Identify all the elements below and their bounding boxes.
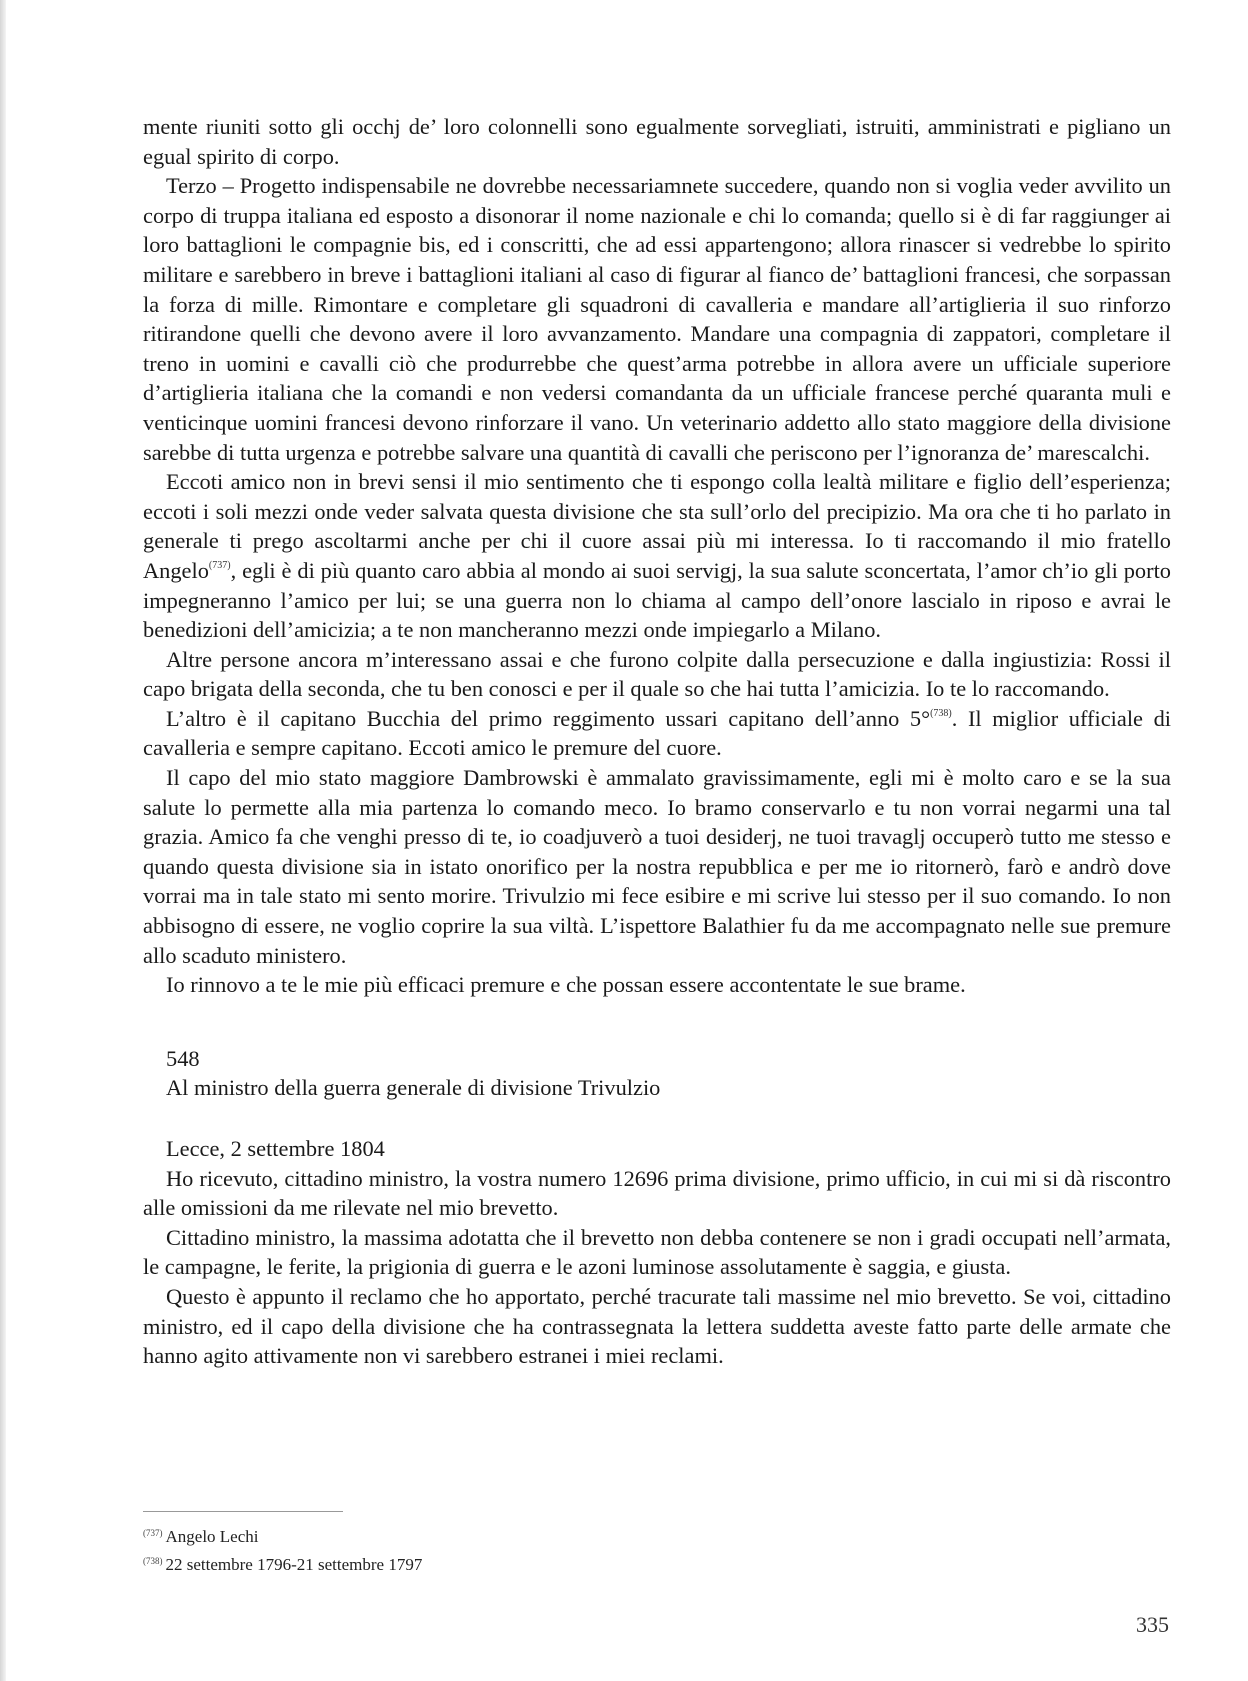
paragraph: Ho ricevuto, cittadino ministro, la vostra numero 12696 prima divisione, primo ufficio, in cui mi si dà riscontro alle omissioni da me rilevate nel mio brevetto. bbox=[143, 1165, 1171, 1221]
paragraph-text: Eccoti amico non in brevi sensi il mio sentimento che ti espongo colla lealtà militare e figlio dell’esperienza; eccoti i soli mezzi onde veder salvata questa divisione che sta sull’orlo del precipizio. Ma ora che ti ho parlato in generale ti prego ascoltarmi anche per chi il cuore assai più mi interessa. Io ti raccomando il mio fratello Angelo bbox=[143, 469, 1171, 583]
footnote-divider bbox=[143, 1511, 343, 1512]
paragraph-text: . Il miglior ufficiale di cavalleria e sempre capitano. Eccoti amico le premure del cuore. bbox=[143, 705, 1172, 761]
footnotes bbox=[143, 1521, 843, 1577]
footnote-text: Angelo Lechi bbox=[165, 1527, 259, 1546]
footnote-ref-737[interactable]: (737) bbox=[208, 559, 231, 571]
footnote-mark: (738) bbox=[143, 1556, 163, 1566]
paragraph-text: , egli è di più quanto caro abbia al mondo ai suoi servigj, la sua salute sconcertata, l’amor ch’io gli porto impegneranno l’amico per lui; se una guerra non lo chiama al campo dell’onore lascialo in riposo e avrai le benedizioni dell’amicizia; a te non mancheranno mezzi onde impiegarlo a Milano. bbox=[143, 557, 1171, 643]
letter-number: 548 bbox=[166, 1045, 200, 1071]
page-text-block bbox=[143, 112, 1171, 1371]
footnote-mark: (737) bbox=[143, 1528, 163, 1538]
page-binding-shadow bbox=[0, 0, 6, 1681]
paragraph: Io rinnovo a te le mie più efficaci premure e che possan essere accontentate le sue brame. bbox=[166, 972, 966, 998]
footnote-ref-738[interactable]: (738) bbox=[930, 707, 952, 719]
footnote-738 bbox=[143, 1549, 843, 1577]
footnote-text: 22 settembre 1796-21 settembre 1797 bbox=[165, 1555, 423, 1574]
footnote-737 bbox=[143, 1521, 843, 1549]
paragraph: Cittadino ministro, la massima adotatta che il brevetto non debba contenere se non i gradi occupati nell’armata, le campagne, le ferite, la prigionia di guerra e le azoni luminose assolutamente è saggia, e giusta. bbox=[143, 1224, 1171, 1280]
previous-letter-continuation bbox=[143, 112, 1171, 1000]
paragraph bbox=[143, 467, 1171, 645]
page-number: 335 bbox=[1136, 1612, 1169, 1637]
paragraph: Il capo del mio stato maggiore Dambrowski è ammalato gravissimamente, egli mi è molto caro e se la sua salute lo permette alla mia partenza lo comando meco. Io bramo conservarlo e tu non vorrai negarmi una tal grazia. Amico fa che venghi presso di te, io coadjuverò a tuoi desiderj, ne tuoi travaglj occuperò tutto me stesso e quando questa divisione sia in istato onorifico per la nostra repubblica e per me io ritornerò, farò e andrò dove vorrai ma in tale stato mi sento morire. Trivulzio mi fece esibire e mi scrive lui stesso per il suo comando. Io non abbisogno di essere, ne voglio coprire la sua viltà. L’ispettore Balathier fu da me accompagnato nelle sue premure allo scaduto ministero. bbox=[143, 765, 1171, 968]
letter-body bbox=[143, 1134, 1171, 1371]
paragraph bbox=[143, 704, 1171, 763]
letter-heading bbox=[143, 1044, 1171, 1103]
letter-recipient: Al ministro della guerra generale di divisione Trivulzio bbox=[166, 1075, 661, 1101]
paragraph: Questo è appunto il reclamo che ho apportato, perché tracurate tali massime nel mio brevetto. Se voi, cittadino ministro, ed il capo della divisione che ha contrassegnata la lettera suddetta aveste fatto parte delle armate che hanno agito attivamente non vi sarebbero estranei i miei reclami. bbox=[143, 1283, 1171, 1369]
paragraph: mente riuniti sotto gli occhj de’ loro colonnelli sono egualmente sorvegliati, istruiti, amministrati e pigliano un egual spirito di corpo. bbox=[143, 114, 1171, 169]
paragraph: Terzo – Progetto indispensabile ne dovrebbe necessariamnete succedere, quando non si voglia veder avvilito un corpo di truppa italiana ed esposto a disonorar il nome nazionale e chi lo comanda; quello si è di far raggiunger ai loro battaglioni le compagnie bis, ed i conscritti, che ad essi appartengono; allora rinascer si vedrebbe lo spirito militare e sarebbero in breve i battaglioni italiani al caso di figurar al fianco de’ battaglioni francesi, che sorpassan la forza di mille. Rimontare e completare gli squadroni di cavalleria e mandare all’artiglieria il suo rinforzo ritirandone quelli che devono avere il loro avvanzamento. Mandare una compagnia di zappatori, completare il treno in uomini e cavalli ciò che produrrebbe che quest’arma potrebbe in allora avere un ufficiale superiore d’artiglieria italiana che la comandi e non vedersi comandanta da un ufficiale francese perché quaranta muli e venticinque uomini francesi devono rinforzare il vano. Un veterinario addetto allo stato maggiore della divisione sarebbe di tutta urgenza e potrebbe salvare una quantità di cavalli che periscono per l’ignoranza de’ marescalchi. bbox=[143, 173, 1171, 465]
paragraph-text: L’altro è il capitano Bucchia del primo reggimento ussari capitano dell’anno 5° bbox=[166, 705, 931, 731]
paragraph: Altre persone ancora m’interessano assai e che furono colpite dalla persecuzione e dalla ingiustizia: Rossi il capo brigata della seconda, che tu ben conosci e per il quale so che hai tutta l’amicizia. Io te lo raccomando. bbox=[143, 646, 1171, 702]
letter-dateline: Lecce, 2 settembre 1804 bbox=[166, 1136, 385, 1161]
